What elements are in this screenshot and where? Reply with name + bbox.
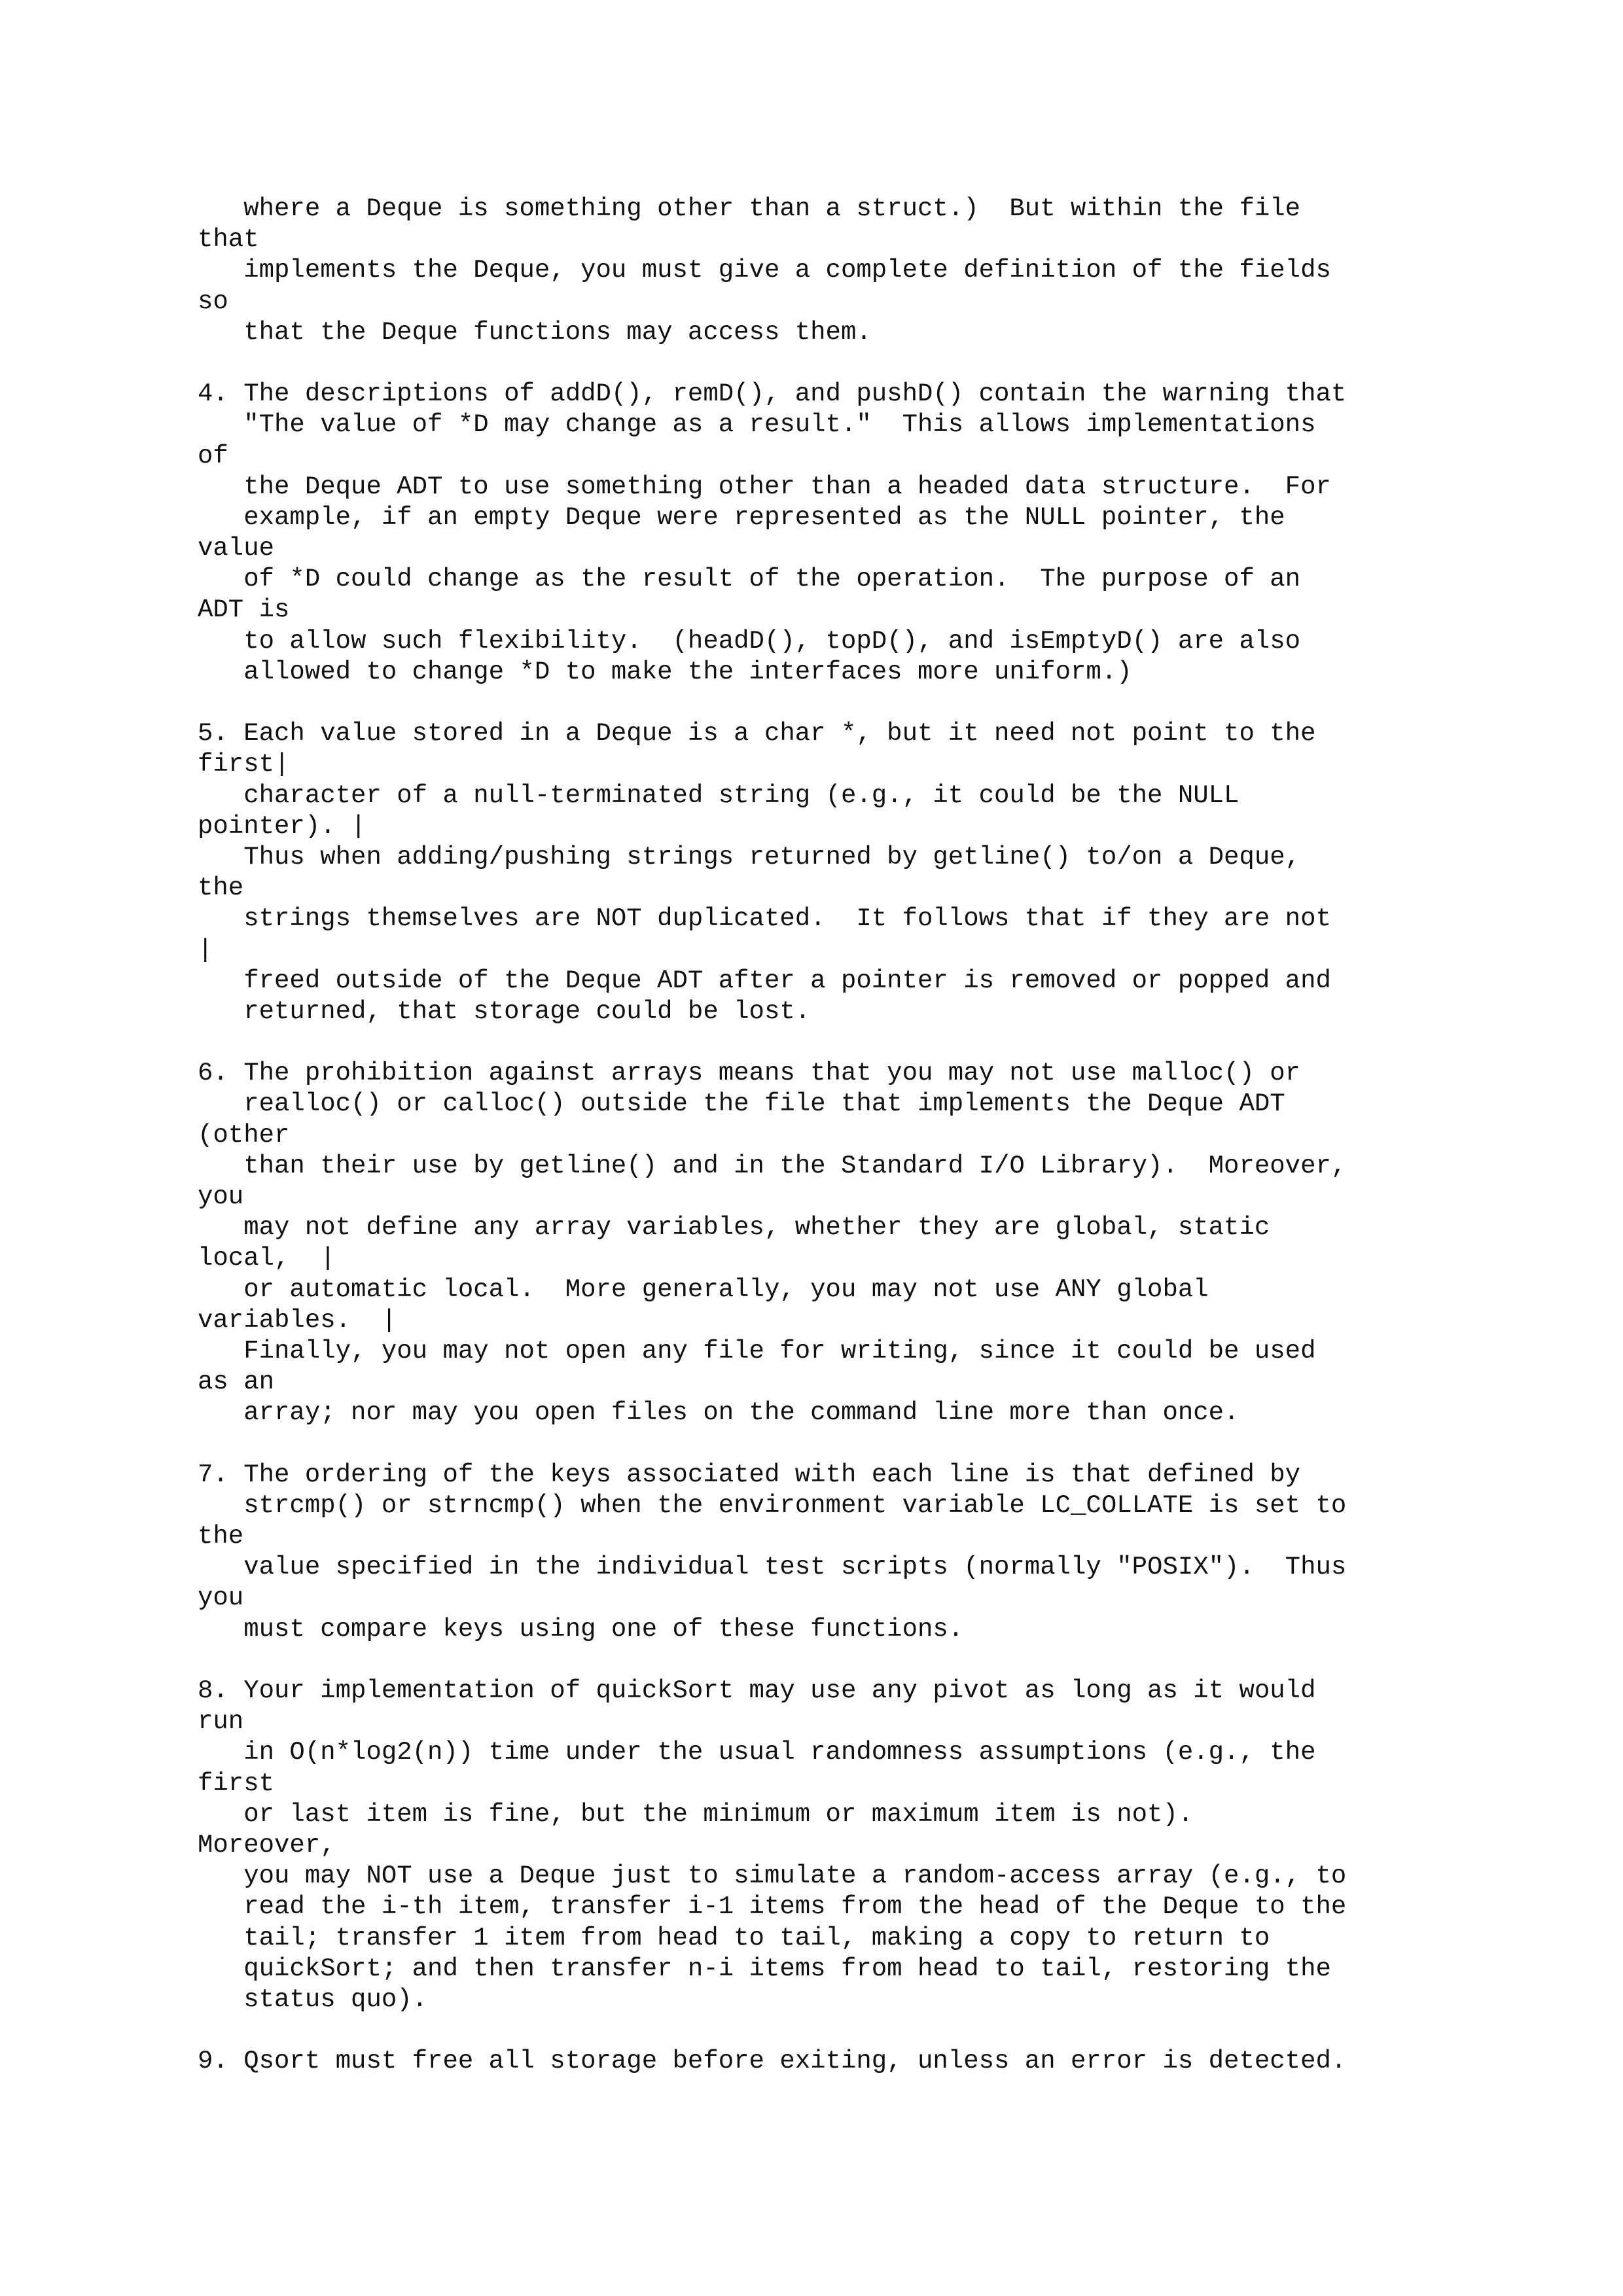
text-line: or automatic local. More generally, you may not use ANY global xyxy=(198,1275,1209,1304)
text-line: 7. The ordering of the keys associated with each line is that defined by xyxy=(198,1460,1301,1489)
text-line: than their use by getline() and in the Standard I/O Library). Moreover, xyxy=(198,1151,1347,1180)
blank-line xyxy=(198,1645,1346,1676)
text-line: as an xyxy=(198,1368,275,1397)
text-line: Thus when adding/pushing strings returned by getline() to/on a Deque, xyxy=(198,842,1301,872)
text-line: you xyxy=(198,1182,244,1211)
text-line: quickSort; and then transfer n-i items from head to tail, restoring the xyxy=(198,1954,1331,1983)
text-line: you may NOT use a Deque just to simulate a random-access array (e.g., to xyxy=(198,1862,1347,1891)
text-line: 8. Your implementation of quickSort may use any pivot as long as it would xyxy=(198,1676,1316,1705)
text-line: allowed to change *D to make the interfaces more uniform.) xyxy=(198,657,1132,686)
text-line: realloc() or calloc() outside the file that implements the Deque ADT xyxy=(198,1089,1285,1119)
text-line: (other xyxy=(198,1120,290,1150)
text-line: 4. The descriptions of addD(), remD(), and pushD() contain the warning that xyxy=(198,380,1347,409)
text-line: or last item is fine, but the minimum or maximum item is not). xyxy=(198,1799,1194,1829)
text-line: local, | xyxy=(198,1244,336,1273)
text-line: first xyxy=(198,1769,275,1798)
text-line: status quo). xyxy=(198,1985,428,2014)
text-line: that xyxy=(198,225,259,255)
text-line: ADT is xyxy=(198,595,290,625)
text-line: may not define any array variables, whether they are global, static xyxy=(198,1213,1270,1243)
text-line: | xyxy=(198,935,213,964)
text-line: strings themselves are NOT duplicated. It follows that if they are not xyxy=(198,904,1331,934)
text-line: that the Deque functions may access them. xyxy=(198,317,872,347)
text-line: read the i-th item, transfer i-1 items from the head of the Deque to the xyxy=(198,1892,1347,1922)
text-line: Finally, you may not open any file for writing, since it could be used xyxy=(198,1336,1316,1366)
text-line: the Deque ADT to use something other than a headed data structure. For xyxy=(198,472,1331,501)
text-line: of xyxy=(198,441,228,470)
blank-line xyxy=(198,688,1346,718)
blank-line xyxy=(198,1027,1346,1058)
text-line: example, if an empty Deque were represented as the NULL pointer, the xyxy=(198,503,1285,532)
text-line: value xyxy=(198,534,275,563)
text-line: pointer). | xyxy=(198,811,366,841)
blank-line xyxy=(198,1429,1346,1460)
text-line: in O(n*log2(n)) time under the usual randomness assumptions (e.g., the xyxy=(198,1738,1316,1767)
text-line: "The value of *D may change as a result." This allows implementations xyxy=(198,410,1316,440)
text-line: implements the Deque, you must give a complete definition of the fields xyxy=(198,256,1331,285)
text-line: where a Deque is something other than a struct.) But within the file xyxy=(198,194,1301,223)
blank-line xyxy=(198,2015,1346,2046)
text-line: you xyxy=(198,1583,244,1613)
text-line: strcmp() or strncmp() when the environment variable LC_COLLATE is set to xyxy=(198,1491,1347,1520)
text-line: the xyxy=(198,1522,244,1551)
text-line: 5. Each value stored in a Deque is a char *, but it need not point to the xyxy=(198,719,1316,749)
text-line: tail; transfer 1 item from head to tail, making a copy to return to xyxy=(198,1923,1270,1952)
text-line: so xyxy=(198,287,228,316)
text-line: returned, that storage could be lost. xyxy=(198,997,811,1026)
text-line: must compare keys using one of these functions. xyxy=(198,1614,964,1644)
text-line: value specified in the individual test scripts (normally "POSIX"). Thus xyxy=(198,1553,1347,1582)
text-line: variables. | xyxy=(198,1305,397,1335)
text-line: array; nor may you open files on the command line more than once. xyxy=(198,1398,1240,1428)
text-line: run xyxy=(198,1707,244,1737)
text-line: Moreover, xyxy=(198,1830,336,1860)
text-line: 6. The prohibition against arrays means that you may not use malloc() or xyxy=(198,1059,1301,1088)
text-line: first| xyxy=(198,750,290,779)
document-text xyxy=(198,194,1346,2077)
text-line: character of a null-terminated string (e.g., it could be the NULL xyxy=(198,781,1240,810)
blank-line xyxy=(198,348,1346,379)
text-line: of *D could change as the result of the operation. The purpose of an xyxy=(198,565,1301,594)
text-line: the xyxy=(198,874,244,903)
text-line: freed outside of the Deque ADT after a pointer is removed or popped and xyxy=(198,966,1331,995)
text-line: 9. Qsort must free all storage before exiting, unless an error is detected. xyxy=(198,2047,1347,2076)
text-line: to allow such flexibility. (headD(), topD(), and isEmptyD() are also xyxy=(198,626,1301,656)
